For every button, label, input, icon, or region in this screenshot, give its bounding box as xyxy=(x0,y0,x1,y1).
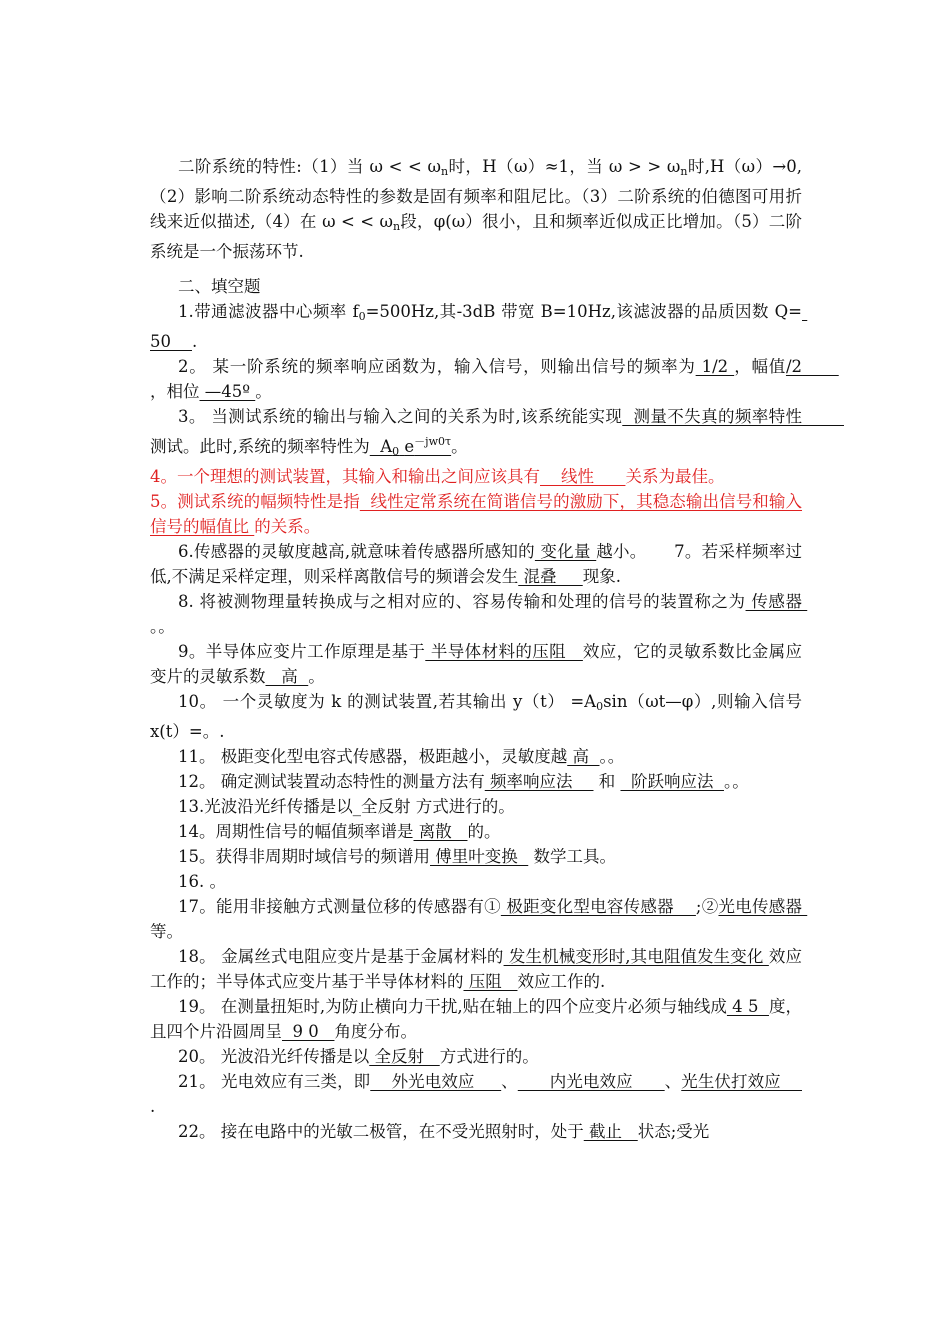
question-15 xyxy=(150,844,802,869)
document-page xyxy=(150,154,844,1144)
question-4 xyxy=(150,464,802,489)
q19-text-c: 角度分布。 xyxy=(334,1022,417,1041)
q3-answer-2-b: e xyxy=(404,437,415,456)
question-2 xyxy=(150,354,839,404)
intro-text-4: 段，φ(ω）很小，且和频率近似成正比增加。（5）二阶系统是一个振荡环节. xyxy=(150,212,802,261)
q5-answer: 线性定常系统在简谐信号的激励下，其稳态输出信号和输入信号的幅值比 xyxy=(150,492,803,536)
subscript: 0 xyxy=(596,700,604,713)
q8-answer: 传感器 xyxy=(745,592,808,611)
question-13: 13.光波沿光纤传播是以_全反射 方式进行的。 xyxy=(178,797,515,816)
q9-answer-2: 高 xyxy=(265,667,309,686)
q10-text-a: 10。 一个灵敏度为 k 的测试装置,若其输出 y（t） =A xyxy=(178,692,597,711)
question-8 xyxy=(150,589,808,639)
q12-text-a: 12。 确定测试装置动态特性的测量方法有 xyxy=(178,772,485,791)
q3-text-b: 测试。此时,系统的频率特性为 xyxy=(150,437,370,456)
q21-text-b: 、 xyxy=(501,1072,518,1091)
q7-answer: 混叠 xyxy=(518,567,583,586)
q1-text-b: =500Hz,其-3dB 带宽 B=10Hz,该滤波器的品质因数 Q= xyxy=(365,302,802,321)
q8-text-b: 。。 xyxy=(150,617,175,636)
question-9 xyxy=(150,639,802,689)
q3-text-c: 。 xyxy=(451,437,468,456)
q19-answer-2: 9 0 xyxy=(282,1022,335,1041)
q6-answer: 变化量 xyxy=(534,542,597,561)
q22-answer: 截止 xyxy=(583,1122,638,1141)
q14-text-a: 14。周期性信号的幅值频率谱是 xyxy=(178,822,414,841)
question-3 xyxy=(150,404,844,464)
section-title: 二、填空题 xyxy=(178,277,261,296)
q18-text-c: 效应工作的. xyxy=(517,972,606,991)
question-21 xyxy=(150,1069,802,1119)
q4-text-b: 关系为最佳。 xyxy=(625,467,725,486)
q6-text-b: 越小。 xyxy=(596,542,647,561)
q2-text-c: ，相位 xyxy=(150,382,200,401)
q21-text-c: 、 xyxy=(664,1072,682,1091)
q12-answer-1: 频率响应法 xyxy=(484,772,594,791)
q7-text-b: 现象. xyxy=(582,567,621,586)
q3-answer-1: 测量不失真的频率特性 xyxy=(622,407,844,426)
q17-text-b: ;② xyxy=(695,897,719,916)
q9-text-b: 效应，它的灵敏系数比金属应变片的灵敏系数 xyxy=(150,642,803,686)
q4-text-a: 4。一个理想的测试装置，其输入和输出之间应该具有 xyxy=(150,467,540,486)
q8-text-a: 8. 将被测物理量转换成与之相对应的、容易传输和处理的信号的装置称之为 xyxy=(178,592,746,611)
subscript: n xyxy=(440,165,449,178)
q15-answer: 傅里叶变换 xyxy=(430,847,529,866)
q18-answer-1: 发生机械变形时,其电阻值发生变化 xyxy=(503,947,769,966)
q2-text-d: 。 xyxy=(255,382,272,401)
question-12 xyxy=(150,769,802,794)
subscript: n xyxy=(680,165,688,178)
subscript: 0 xyxy=(358,310,366,323)
q9-answer-1: 半导体材料的压阻 xyxy=(425,642,583,661)
question-17 xyxy=(150,894,808,944)
question-11 xyxy=(150,744,802,769)
intro-text-2: 时，H（ω）≈1，当 ω > > ω xyxy=(448,157,681,176)
q22-text-b: 状态;受光 xyxy=(637,1122,710,1141)
q21-answer-3: 光生伏打效应 xyxy=(681,1072,802,1091)
q2-text-b: ，幅值 xyxy=(734,357,786,376)
q14-answer: 离散 xyxy=(413,822,468,841)
q17-answer-2: 光电传感器 xyxy=(718,897,808,916)
intro-text-3: 时,H（ω）→0,（2）影响二阶系统动态特性的参数是固有频率和阻尼比。（3）二阶系统的伯德图可用折线来近似描述,（4）在 ω < < ω xyxy=(150,157,802,231)
q3-text-a: 3。 当测试系统的输出与输入之间的关系为时,该系统能实现 xyxy=(178,407,623,426)
q19-text-a: 19。 在测量扭矩时,为防止横向力干扰,贴在轴上的四个应变片必须与轴线成 xyxy=(178,997,727,1016)
q9-text-a: 9。半导体应变片工作原理是基于 xyxy=(178,642,426,661)
q10-text-b: sin（ωt—φ）,则输入信号 x(t）=。. xyxy=(150,692,802,741)
q7-text-a: 7。若采样频率过低,不满足采样定理，则采样离散信号的频谱会发生 xyxy=(150,542,803,586)
question-10 xyxy=(150,689,802,744)
q18-text-b: 效应工作的；半导体式应变片基于半导体材料的 xyxy=(150,947,802,991)
q19-answer-1: 4 5 xyxy=(726,997,769,1016)
q11-answer: 高 xyxy=(567,747,600,766)
q2-answer-3: —45º xyxy=(199,382,256,401)
q20-answer: 全反射 xyxy=(369,1047,440,1066)
q1-text-a: 1.带通滤波器中心频率 f xyxy=(178,302,359,321)
q1-answer: 50 xyxy=(150,302,808,351)
q9-text-c: 。 xyxy=(308,667,325,686)
question-14 xyxy=(150,819,802,844)
q5-text-b: 的关系。 xyxy=(254,517,321,536)
subscript: 0 xyxy=(392,445,400,458)
question-5 xyxy=(150,489,802,539)
q21-answer-2: 内光电效应 xyxy=(517,1072,665,1091)
q14-text-b: 的。 xyxy=(467,822,501,841)
intro-text-1: 二阶系统的特性:（1）当 ω < < ω xyxy=(178,157,441,176)
q12-text-b: 和 xyxy=(593,772,621,791)
q17-text-a: 17。能用非接触方式测量位移的传感器有① xyxy=(178,897,501,916)
question-19 xyxy=(150,994,802,1044)
question-18 xyxy=(150,944,802,994)
q4-answer: 线性 xyxy=(540,467,626,486)
intro-paragraph xyxy=(150,154,802,264)
q20-text-b: 方式进行的。 xyxy=(439,1047,539,1066)
question-16: 16. 。 xyxy=(178,872,226,891)
q17-text-c: 等。 xyxy=(150,922,183,941)
question-1 xyxy=(150,299,808,354)
q11-text-a: 11。 极距变化型电容式传感器，极距越小，灵敏度越 xyxy=(178,747,568,766)
q3-answer-2-a: A xyxy=(369,437,393,456)
q15-text-b: 数学工具。 xyxy=(528,847,616,866)
q21-answer-1: 外光电效应 xyxy=(370,1072,502,1091)
q21-text-d: . xyxy=(150,1097,156,1116)
q2-answer-1: 1/2 xyxy=(695,357,735,376)
subscript: n xyxy=(393,220,401,233)
q12-answer-2: 阶跃响应法 xyxy=(620,772,724,791)
question-22 xyxy=(150,1119,802,1144)
q6-text-a: 6.传感器的灵敏度越高,就意味着传感器所感知的 xyxy=(178,542,535,561)
question-6-7 xyxy=(150,539,802,589)
q15-text-a: 15。获得非周期时域信号的频谱用 xyxy=(178,847,430,866)
q2-answer-2: /2 xyxy=(785,357,839,376)
q18-answer-2: 压阻 xyxy=(463,972,518,991)
question-20 xyxy=(150,1044,802,1069)
superscript: －jw0τ xyxy=(414,435,452,448)
q19-text-b: 度，且四个片沿圆周呈 xyxy=(150,997,803,1041)
q2-text-a: 2。 某一阶系统的频率响应函数为，输入信号，则输出信号的频率为 xyxy=(178,357,696,376)
q12-text-c: 。。 xyxy=(723,772,749,791)
q3-answer-2 xyxy=(370,437,451,456)
q11-text-b: 。。 xyxy=(599,747,625,766)
q18-text-a: 18。 金属丝式电阻应变片是基于金属材料的 xyxy=(178,947,504,966)
q5-text-a: 5。测试系统的幅频特性是指 xyxy=(150,492,360,511)
q20-text-a: 20。 光波沿光纤传播是以 xyxy=(178,1047,370,1066)
q1-text-c: . xyxy=(191,332,198,351)
q17-answer-1: 极距变化型电容传感器 xyxy=(500,897,696,916)
q22-text-a: 22。 接在电路中的光敏二极管，在不受光照射时，处于 xyxy=(178,1122,584,1141)
q21-text-a: 21。 光电效应有三类，即 xyxy=(178,1072,371,1091)
